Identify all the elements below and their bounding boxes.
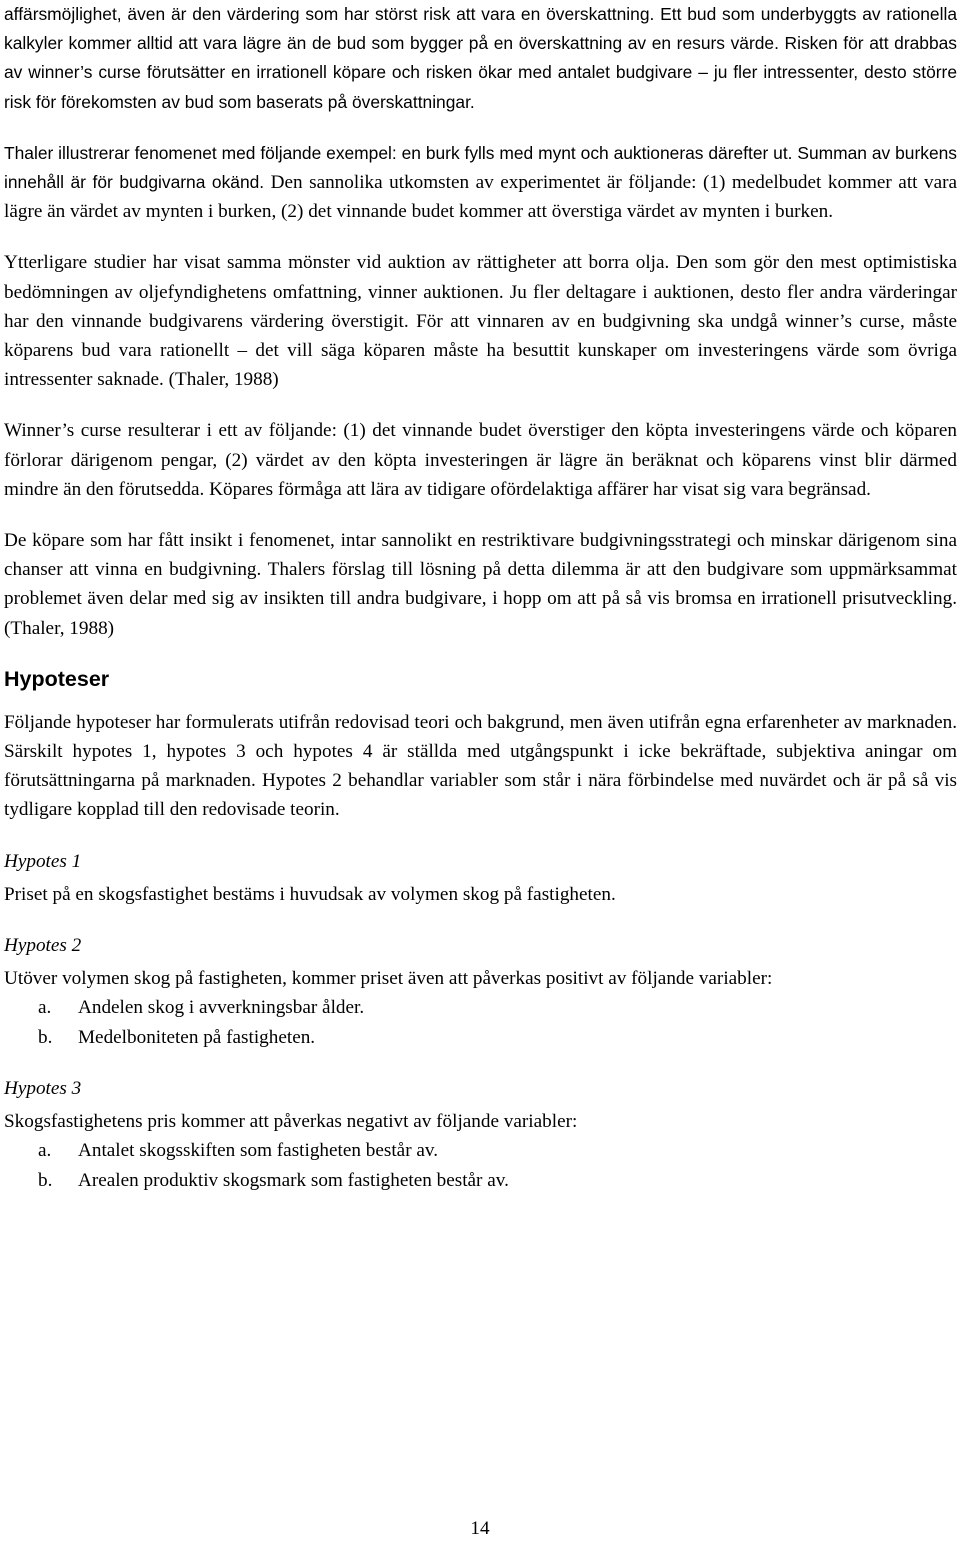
list-item: [4, 1166, 957, 1195]
thaler-example-serif-text: Den sannolika utkomsten av experimentet är följande: (1) medelbudet kommer att vara lägre än värdet av mynten i burken, (2) det vinnande budet kommer att överstiga värdet av mynten i burken.: [4, 172, 957, 223]
list-item-text: Andelen skog i avverkningsbar ålder.: [78, 997, 365, 1019]
list-marker: b.: [38, 1169, 53, 1191]
list-item-text: Antalet skogsskiften som fastigheten består av.: [78, 1140, 439, 1162]
list-item: [4, 1023, 957, 1052]
hypothesis-2-title: Hypotes 2: [4, 935, 82, 957]
hypothesis-1-text: Priset på en skogsfastighet bestäms i huvudsak av volymen skog på fastigheten.: [4, 883, 616, 905]
hypothesis-3-title: Hypotes 3: [4, 1077, 82, 1099]
paragraph-winners-curse-outcomes: Winner’s curse resulterar i ett av följande: (1) det vinnande budet överstiger den köpta investeringens värde och köparen förlorar därigenom pengar, (2) värdet av den köpta investeringen är lägre än beräknat och köparens vinst blir därmed mindre än den förutsedda. Köpares förmåga att lära av tidigare ofördelaktiga affärer har visat sig vara begränsad.: [4, 420, 957, 500]
hypothesis-3-text: Skogsfastighetens pris kommer att påverkas negativt av följande variabler:: [4, 1111, 578, 1133]
page-number: 14: [470, 1518, 490, 1539]
document-page: [4, 0, 957, 1217]
hypothesis-2-text: Utöver volymen skog på fastigheten, kommer priset även att påverkas positivt av följande variabler:: [4, 968, 773, 990]
list-marker: b.: [38, 1026, 53, 1048]
list-marker: a.: [38, 1140, 52, 1162]
paragraph-hypotheses-intro: Följande hypoteser har formulerats utifrån redovisad teori och bakgrund, men även utifrån egna erfarenheter av marknaden. Särskilt hypotes 1, hypotes 3 och hypotes 4 är ställda med utgångspunkt i icke bekräftade, subjektiva aningar om förutsättningarna på marknaden. Hypotes 2 behandlar variabler som står i nära förbindelse med nuvärdet och är på så vis tydligare kopplad till den redovisade teorin.: [4, 711, 957, 821]
thaler-example-sans-text: Thaler illustrerar fenomenet med följande exempel: en burk fylls med mynt och auktioneras därefter ut. Summan av burkens innehåll är för budgivarna okänd.: [4, 142, 957, 193]
list-item: [4, 1136, 957, 1165]
list-item-text: Arealen produktiv skogsmark som fastigheten består av.: [78, 1169, 509, 1191]
paragraph-thaler-example: [4, 139, 957, 227]
list-marker: a.: [38, 997, 52, 1019]
hypothesis-3-list: [4, 1136, 957, 1194]
section-heading-hypoteser: Hypoteser: [4, 666, 110, 691]
paragraph-oil-auction: Ytterligare studier har visat samma mönster vid auktion av rättigheter att borra olja. Den som gör den mest optimistiska bedömningen av oljefyndighetens omfattning, vinner auktionen. Ju fler deltagare i auktionen, desto fler andra värderingar har den vinnande budgivarens värdering överstigit. För att vinnaren av en budgivning ska undgå winner’s curse, måste köparens bud vara rationellt – det vill säga köparen måste ha besuttit kunskaper om investeringens värde som övriga intressenter saknade. (Thaler, 1988): [4, 252, 957, 391]
list-item: [4, 993, 957, 1022]
paragraph-buyer-insight: De köpare som har fått insikt i fenomenet, intar sannolikt en restriktivare budgivningsstrategi och minskar därigenom sina chanser att vinna en budgivning. Thalers förslag till lösning på detta dilemma är att den budgivare som uppmärksammat problemet även delar med sig av insikten till andra budgivare, i hopp om att på så vis bromsa en irrationell prisutveckling. (Thaler, 1988): [4, 530, 957, 639]
list-item-text: Medelboniteten på fastigheten.: [78, 1026, 316, 1048]
hypothesis-2-list: [4, 993, 957, 1051]
hypothesis-1-title: Hypotes 1: [4, 850, 82, 872]
paragraph-winners-curse-intro: affärsmöjlighet, även är den värdering som har störst risk att vara en överskattning. Ett bud som underbyggts av rationella kalkyler kommer alltid att vara lägre än de bud som bygger på en överskattning av en resurs värde. Risken för att drabbas av winner’s curse förutsätter en irrationell köpare och risken ökar med antalet budgivare – ju fler intressenter, desto större risk för förekomsten av bud som baserats på överskattningar.: [4, 4, 957, 112]
